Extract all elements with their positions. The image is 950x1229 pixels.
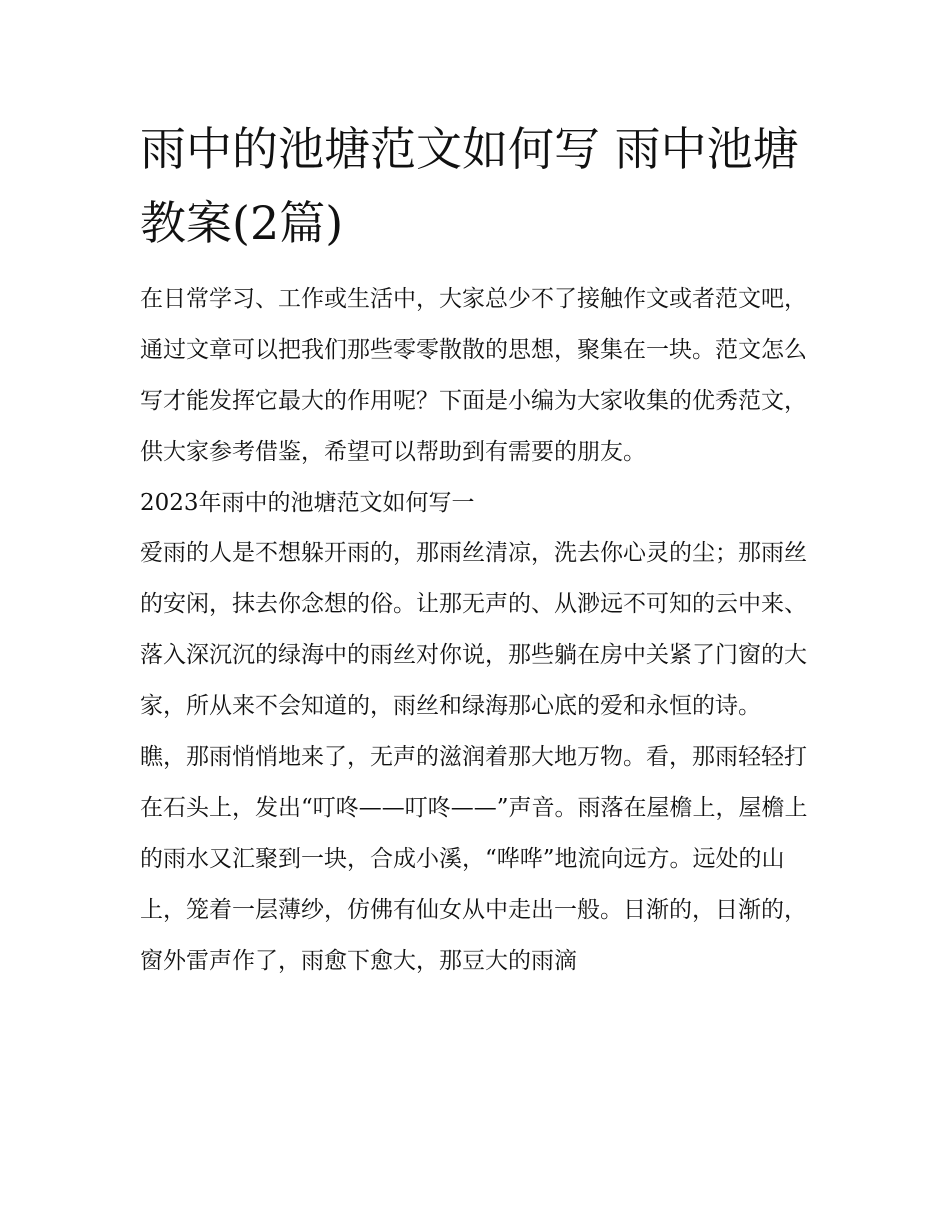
section-heading: 2023年雨中的池塘范文如何写一 [140,490,475,516]
intro-paragraph: 在日常学习、工作或生活中，大家总少不了接触作文或者范文吧，通过文章可以把我们那些零零散散的思想，聚集在一块。范文怎么写才能发挥它最大的作用呢？下面是小编为大家收集的优秀范文，供大家参考借鉴，希望可以帮助到有需要的朋友。 [140,286,807,465]
document-page [140,112,812,987]
document-title: 雨中的池塘范文如何写 雨中池塘教案(2篇) [140,122,799,250]
body-paragraph-2: 瞧，那雨悄悄地来了，无声的滋润着那大地万物。看，那雨轻轻打在石头上，发出“叮咚——叮咚——”声音。雨落在屋檐上，屋檐上的雨水又汇聚到一块，合成小溪，“哗哗”地流向远方。远处的山上，笼着一层薄纱，仿佛有仙女从中走出一般。日渐的，日渐的，窗外雷声作了，雨愈下愈大，那豆大的雨滴 [140,744,808,974]
body-paragraph-1: 爱雨的人是不想躲开雨的，那雨丝清凉，洗去你心灵的尘；那雨丝的安闲，抹去你念想的俗。让那无声的、从渺远不可知的云中来、落入深沉沉的绿海中的雨丝对你说，那些躺在房中关紧了门窗的大家，所从来不会知道的，雨丝和绿海那心底的爱和永恒的诗。 [140,540,807,719]
